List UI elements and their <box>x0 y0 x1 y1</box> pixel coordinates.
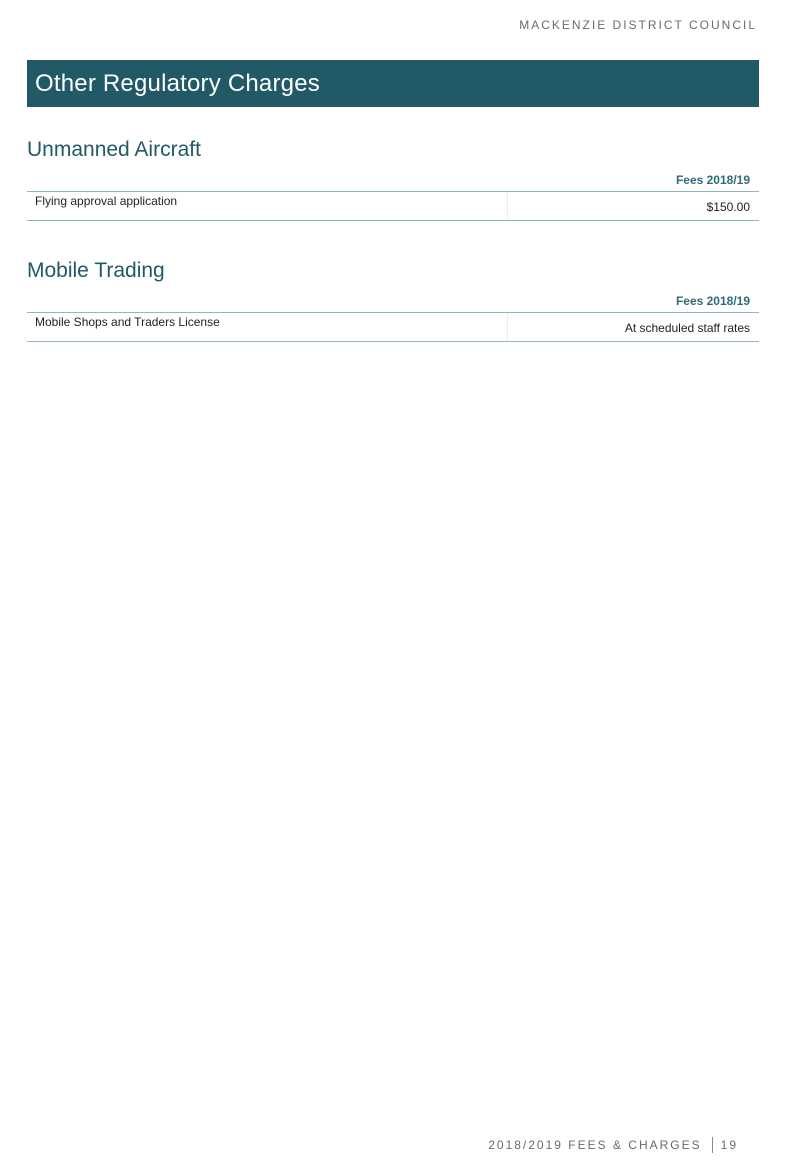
section-heading: Unmanned Aircraft <box>27 138 201 161</box>
fee-table-header <box>27 172 759 192</box>
page-number: 19 <box>720 1138 738 1152</box>
fee-description: Mobile Shops and Traders License <box>35 315 220 329</box>
column-divider <box>507 313 508 341</box>
section-unmanned-aircraft <box>27 136 759 221</box>
footer-separator <box>712 1137 713 1153</box>
page-footer <box>488 1137 738 1153</box>
fee-table <box>27 172 759 221</box>
section-mobile-trading <box>27 257 759 342</box>
fee-table <box>27 293 759 342</box>
table-row <box>27 192 759 221</box>
fee-amount: At scheduled staff rates <box>624 321 750 335</box>
running-header: MACKENZIE DISTRICT COUNCIL <box>519 18 757 32</box>
fee-description: Flying approval application <box>35 194 178 208</box>
fee-table-header <box>27 293 759 313</box>
title-banner <box>27 60 759 107</box>
section-heading: Mobile Trading <box>27 259 165 282</box>
page-title: Other Regulatory Charges <box>35 69 320 97</box>
footer-title: 2018/2019 FEES & CHARGES <box>488 1138 702 1152</box>
table-row <box>27 313 759 342</box>
fee-column-header: Fees 2018/19 <box>675 294 750 308</box>
fee-amount: $150.00 <box>706 200 750 214</box>
fee-column-header: Fees 2018/19 <box>675 173 750 187</box>
column-divider <box>507 192 508 220</box>
